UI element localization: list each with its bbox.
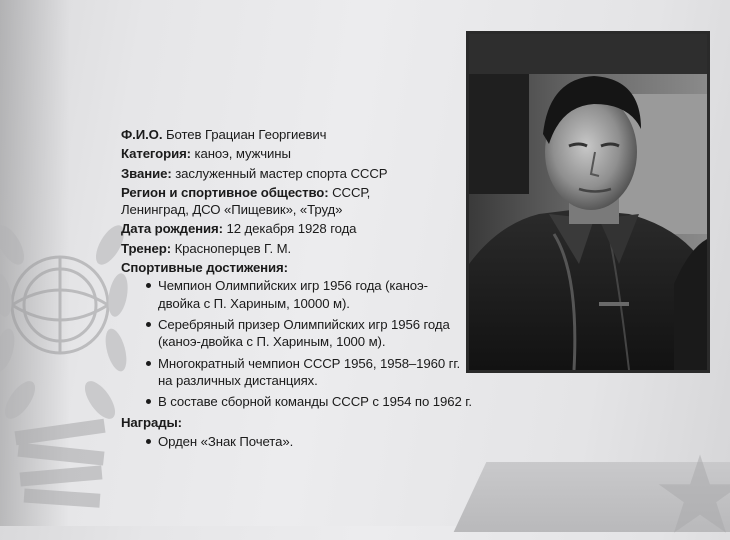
fio-row [121,126,466,143]
state-emblem-watermark [0,185,140,530]
athlete-info [121,126,472,454]
region-value: СССР, Ленинград, ДСО «Пищевик», «Труд» [121,184,371,218]
list-item: Чемпион Олимпийских игр 1956 года (каноэ-двойка с П. Хариным, 10000 м). [158,277,463,312]
title-value: заслуженный мастер спорта СССР [175,165,388,181]
portrait-photo [466,31,710,373]
coach-row [121,240,466,257]
list-item: Серебряный призер Олимпийских игр 1956 года (каноэ-двойка с П. Хариным, 1000 м). [158,316,463,351]
list-item: Многократный чемпион СССР 1956, 1958–1960 гг. на различных дистанциях. [158,355,463,390]
region-label: Регион и спортивное общество: [121,184,329,200]
birth-value: 12 декабря 1928 года [226,221,357,237]
awards-list [121,433,466,450]
list-item: В составе сборной команды СССР с 1954 по 1962 г. [158,394,472,410]
coach-value: Красноперцев Г. М. [174,240,292,256]
title-label: Звание: [121,165,172,181]
birth-label: Дата рождения: [121,221,223,237]
category-label: Категория: [121,146,191,162]
coach-label: Тренер: [121,240,171,256]
region-row [121,184,421,219]
fio-label: Ф.И.О. [121,127,163,142]
star-watermark [655,450,730,540]
category-value: каноэ, мужчины [194,146,291,162]
title-row [121,165,466,182]
category-row [121,145,466,162]
list-item: Орден «Знак Почета». [158,433,466,450]
fio-value: Ботев Грациан Георгиевич [165,127,327,142]
awards-label: Награды: [121,415,182,431]
achievements-list [121,277,472,410]
achievements-label: Спортивные достижения: [121,260,288,276]
birth-row [121,220,466,237]
